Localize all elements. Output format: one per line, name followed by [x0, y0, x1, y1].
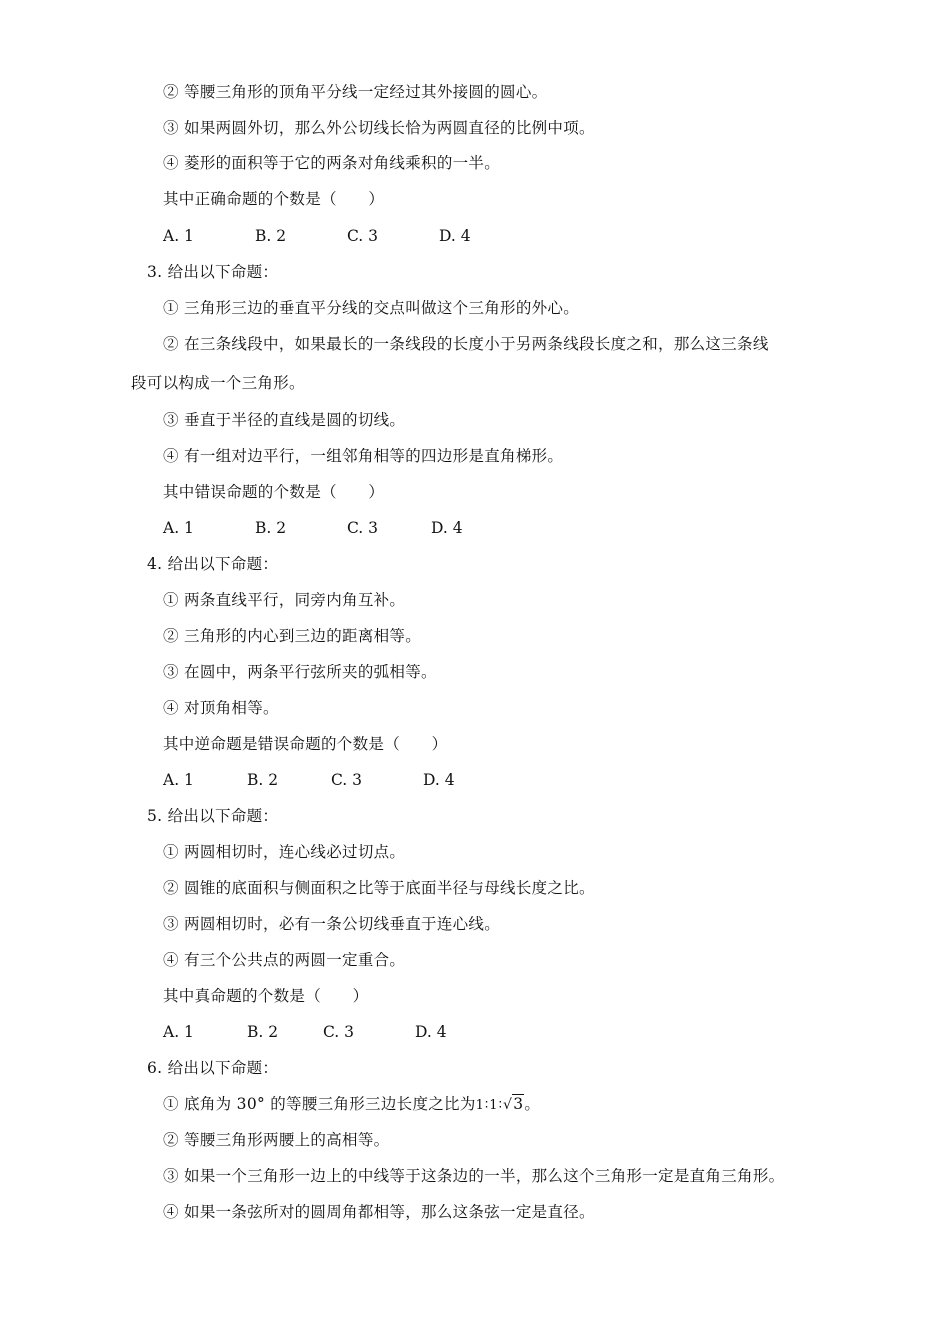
question-3-title: 3. 给出以下命题： [147, 263, 279, 281]
question-stem: 其中真命题的个数是（ ） [163, 987, 369, 1005]
proposition-text: ① 底角为 30° 的等腰三角形三边长度之比为 [163, 1095, 476, 1113]
proposition-2: ② 圆锥的底面积与侧面积之比等于底面半径与母线长度之比。 [163, 879, 595, 897]
proposition-3: ③ 如果两圆外切，那么外公切线长恰为两圆直径的比例中项。 [163, 119, 595, 137]
proposition-1: ① 两圆相切时，连心线必过切点。 [163, 843, 406, 861]
proposition-4: ④ 如果一条弦所对的圆周角都相等，那么这条弦一定是直径。 [163, 1203, 595, 1221]
option-d: D. 4 [439, 227, 471, 245]
option-b: B. 2 [255, 227, 287, 245]
question-stem: 其中错误命题的个数是（ ） [163, 483, 385, 501]
option-a: A. 1 [163, 771, 194, 789]
radicand: 3 [513, 1095, 524, 1113]
sqrt-three [503, 1094, 524, 1115]
proposition-2-cont: 段可以构成一个三角形。 [131, 374, 305, 392]
option-d: D. 4 [423, 771, 455, 789]
proposition-3: ③ 两圆相切时，必有一条公切线垂直于连心线。 [163, 915, 501, 933]
proposition-2: ② 三角形的内心到三边的距离相等。 [163, 627, 422, 645]
proposition-4: ④ 有一组对边平行，一组邻角相等的四边形是直角梯形。 [163, 447, 564, 465]
ratio: 1∶1∶ [475, 1098, 503, 1113]
proposition-3: ③ 在圆中，两条平行弦所夹的弧相等。 [163, 663, 437, 681]
radical-sign: √ [502, 1097, 513, 1113]
proposition-3: ③ 如果一个三角形一边上的中线等于这条边的一半，那么这个三角形一定是直角三角形。 [163, 1167, 785, 1185]
option-a: A. 1 [163, 519, 194, 537]
proposition-2: ② 等腰三角形的顶角平分线一定经过其外接圆的圆心。 [163, 83, 548, 101]
proposition-1: ① 三角形三边的垂直平分线的交点叫做这个三角形的外心。 [163, 299, 580, 317]
period: 。 [524, 1095, 541, 1113]
option-a: A. 1 [163, 227, 194, 245]
question-4-title: 4. 给出以下命题： [147, 555, 279, 573]
proposition-4: ④ 有三个公共点的两圆一定重合。 [163, 951, 406, 969]
question-stem: 其中正确命题的个数是（ ） [163, 190, 385, 208]
proposition-4: ④ 对顶角相等。 [163, 699, 279, 717]
option-c: C. 3 [323, 1023, 355, 1041]
proposition-2: ② 在三条线段中，如果最长的一条线段的长度小于另两条线段长度之和，那么这三条线 [163, 335, 769, 353]
proposition-1: ① 两条直线平行，同旁内角互补。 [163, 591, 406, 609]
option-d: D. 4 [415, 1023, 447, 1041]
option-c: C. 3 [347, 227, 379, 245]
option-b: B. 2 [247, 1023, 279, 1041]
question-stem: 其中逆命题是错误命题的个数是（ ） [163, 735, 448, 753]
option-d: D. 4 [431, 519, 463, 537]
question-6-title: 6. 给出以下命题： [147, 1059, 279, 1077]
question-5-title: 5. 给出以下命题： [147, 807, 279, 825]
option-c: C. 3 [331, 771, 363, 789]
option-b: B. 2 [255, 519, 287, 537]
option-a: A. 1 [163, 1023, 194, 1041]
proposition-3: ③ 垂直于半径的直线是圆的切线。 [163, 411, 406, 429]
option-c: C. 3 [347, 519, 379, 537]
proposition-4: ④ 菱形的面积等于它的两条对角线乘积的一半。 [163, 154, 501, 172]
proposition-1 [163, 1094, 540, 1116]
option-b: B. 2 [247, 771, 279, 789]
proposition-2: ② 等腰三角形两腰上的高相等。 [163, 1131, 390, 1149]
